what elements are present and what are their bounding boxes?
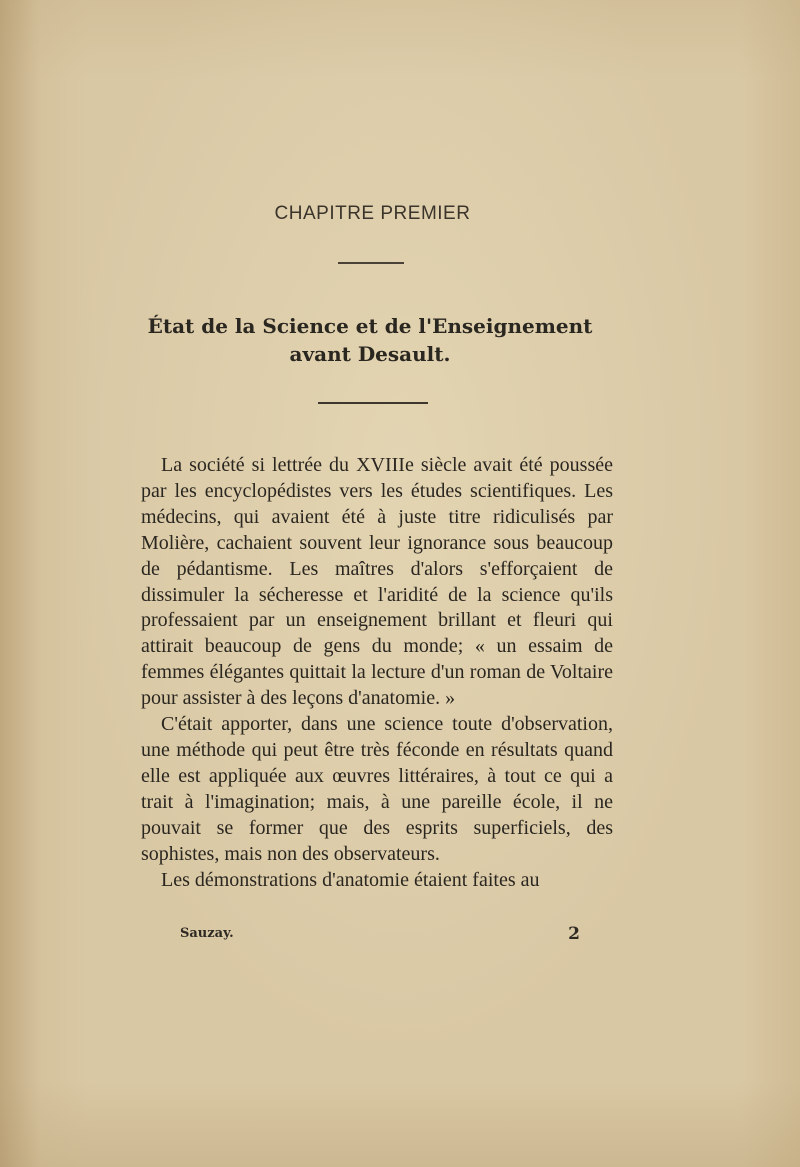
section-title-line-1: État de la Science et de l'Enseignement [147, 314, 593, 338]
body-text [141, 453, 613, 893]
section-title-line-2: avant Desault. [289, 342, 451, 366]
chapter-heading: CHAPITRE PREMIER [274, 203, 471, 224]
paragraph-1: La société si lettrée du XVIIIe siècle avait été poussée par les encyclopédistes vers les études scientifiques. Les médecins, qui avaient été à juste titre ridiculisés par Molière, cachaient souvent leur ignorance sous beaucoup de pédantisme. Les maîtres d'alors s'efforçaient de dissimuler la sécheresse et l'aridité de la science qu'ils professaient par un enseignement brillant et fleuri qui attirait beaucoup de gens du monde; « un essaim de femmes élégantes quittait la lecture d'un roman de Voltaire pour assister à des leçons d'anatomie. » [141, 454, 613, 710]
section-divider [318, 402, 428, 404]
signature-number: 2 [568, 924, 580, 944]
paragraph-2: C'était apporter, dans une science toute d'observation, une méthode qui peut être très féconde en résultats quand elle est appliquée aux œuvres littéraires, à tout ce qui a trait à l'imagination; mais, à une pareille école, il ne pouvait se former que des esprits superficiels, des sophistes, mais non des observateurs. [141, 713, 613, 865]
signature-mark: Sauzay. [180, 926, 234, 941]
section-title [130, 312, 610, 368]
heading-divider [338, 262, 404, 264]
paragraph-3: Les démonstrations d'anatomie étaient faites au [161, 868, 540, 891]
